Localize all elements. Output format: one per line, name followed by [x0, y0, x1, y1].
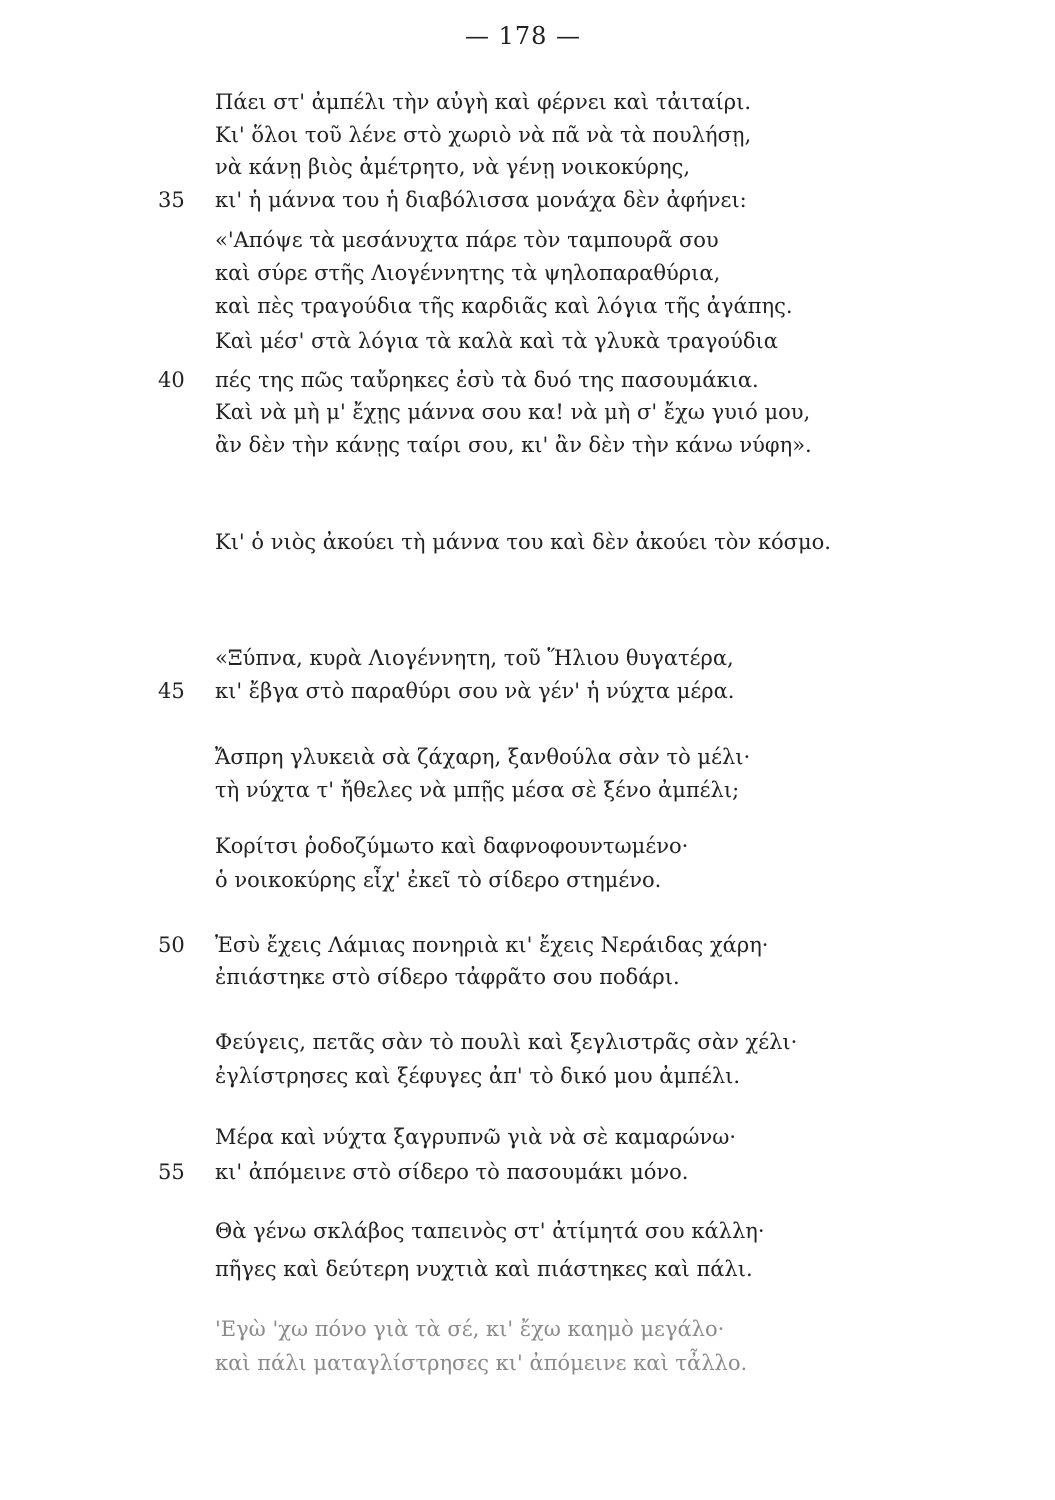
verse-line: καὶ σύρε στῆς Λιογέννητης τὰ ψηλοπαραθύρια, [215, 261, 721, 285]
line-number: 50 [158, 933, 185, 957]
verse-line: «Ξύπνα, κυρὰ Λιογέννητη, τοῦ Ἥλιου θυγατέρα, [215, 646, 734, 670]
verse-line: «'Απόψε τὰ μεσάνυχτα πάρε τὸν ταμπουρᾶ σου [215, 228, 719, 252]
verse-line: Μέρα καὶ νύχτα ξαγρυπνῶ γιὰ νὰ σὲ καμαρώνω· [215, 1125, 737, 1149]
verse-line: νὰ κάνῃ βιὸς ἀμέτρητο, νὰ γένῃ νοικοκύρης, [215, 155, 691, 179]
verse-line: ὁ νοικοκύρης εἶχ' ἐκεῖ τὸ σίδερο στημένο. [215, 868, 662, 892]
verse-line: 'Εγὼ 'χω πόνο γιὰ τὰ σέ, κι' ἔχω καημὸ μεγάλο· [215, 1317, 725, 1341]
verse-line: Καὶ νὰ μὴ μ' ἔχῃς μάννα σου κα! νὰ μὴ σ' ἔχω γυιό μου, [215, 400, 811, 424]
verse-line: ἂν δὲν τὴν κάνῃς ταίρι σου, κι' ἂν δὲν τὴν κάνω νύφη». [215, 433, 812, 457]
verse-line: πές της πῶς ταὔρηκες ἐσὺ τὰ δυό της πασουμάκια. [215, 368, 759, 392]
verse-line: κι' ἔβγα στὸ παραθύρι σου νὰ γέν' ἡ νύχτα μέρα. [215, 679, 735, 703]
verse-line: κι' ἀπόμεινε στὸ σίδερο τὸ πασουμάκι μόνο. [215, 1160, 689, 1184]
line-number: 55 [158, 1160, 185, 1184]
verse-line: πῆγες καὶ δεύτερη νυχτιὰ καὶ πιάστηκες καὶ πάλι. [215, 1257, 753, 1281]
verse-line: καὶ πὲς τραγούδια τῆς καρδιᾶς καὶ λόγια τῆς ἀγάπης. [215, 294, 793, 318]
line-number: 35 [158, 188, 185, 212]
verse-line: Πάει στ' ἀμπέλι τὴν αὐγὴ καὶ φέρνει καὶ τἀιταίρι. [215, 90, 752, 114]
verse-line: Κορίτσι ῥοδοζύμωτο καὶ δαφνοφουντωμένο· [215, 834, 689, 858]
verse-line: Κι' ὁ νιὸς ἀκούει τὴ μάννα του καὶ δὲν ἀκούει τὸν κόσμο. [215, 530, 831, 554]
verse-line: ἐπιάστηκε στὸ σίδερο τἀφρᾶτο σου ποδάρι. [215, 965, 680, 989]
verse-line: ἐγλίστρησες καὶ ξέφυγες ἀπ' τὸ δικό μου ἀμπέλι. [215, 1064, 741, 1088]
verse-line: Ἐσὺ ἔχεις Λάμιας πονηριὰ κι' ἔχεις Νεράιδας χάρη· [215, 933, 769, 957]
verse-line: κι' ἡ μάννα του ἡ διαβόλισσα μονάχα δὲν ἀφήνει: [215, 188, 747, 212]
line-number: 40 [158, 368, 185, 392]
verse-line: Θὰ γένω σκλάβος ταπεινὸς στ' ἀτίμητά σου κάλλη· [215, 1219, 765, 1243]
verse-line: Ἄσπρη γλυκειὰ σὰ ζάχαρη, ξανθούλα σὰν τὸ μέλι· [215, 745, 751, 769]
verse-line: καὶ πάλι ματαγλίστρησες κι' ἀπόμεινε καὶ τἆλλο. [215, 1351, 748, 1375]
verse-line: Κι' ὅλοι τοῦ λένε στὸ χωριὸ νὰ πᾶ νὰ τὰ πουλήσῃ, [215, 123, 752, 147]
verse-line: τὴ νύχτα τ' ἤθελες νὰ μπῇς μέσα σὲ ξένο ἀμπέλι; [215, 778, 740, 802]
line-number: 45 [158, 679, 185, 703]
page-number: — 178 — [464, 22, 582, 50]
verse-line: Καὶ μέσ' στὰ λόγια τὰ καλὰ καὶ τὰ γλυκὰ τραγούδια [215, 329, 778, 353]
verse-line: Φεύγεις, πετᾶς σὰν τὸ πουλὶ καὶ ξεγλιστρᾶς σὰν χέλι· [215, 1030, 798, 1054]
